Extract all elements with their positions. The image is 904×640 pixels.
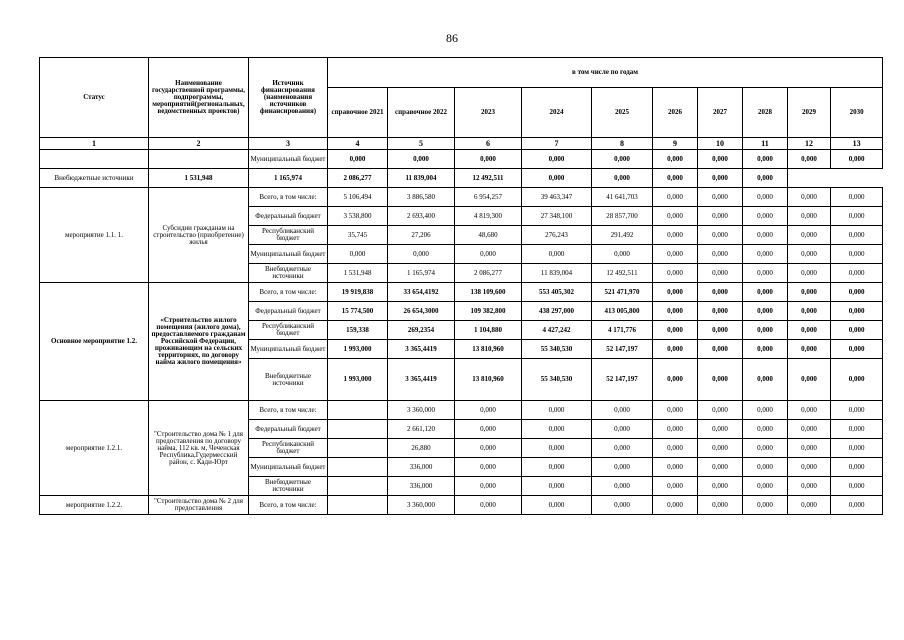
cell-value: 0,000 <box>455 420 522 439</box>
row-source: Всего, в том числе: <box>249 496 328 515</box>
row-source: Республиканский бюджет <box>249 321 328 340</box>
cell-value: 0,000 <box>592 477 653 496</box>
cell-value: 0,000 <box>698 420 743 439</box>
column-number: 5 <box>388 138 455 150</box>
cell-value: 0,000 <box>592 496 653 515</box>
cell-value: 0,000 <box>743 150 788 169</box>
header-years-group: в том числе по годам <box>328 58 883 88</box>
cell-value: 0,000 <box>698 169 743 188</box>
cell-value: 0,000 <box>831 264 883 283</box>
table-row <box>40 283 883 302</box>
cell-value: 0,000 <box>653 245 698 264</box>
cell-value: 52 147,197 <box>592 340 653 359</box>
cell-value: 15 774,500 <box>328 302 388 321</box>
cell-value: 1 104,880 <box>455 321 522 340</box>
cell-value: 0,000 <box>388 245 455 264</box>
cell-value: 0,000 <box>592 401 653 420</box>
row-source: Всего, в том числе: <box>249 283 328 302</box>
row-status: Основное мероприятие 1.2. <box>40 283 149 401</box>
cell-value: 0,000 <box>653 283 698 302</box>
cell-value: 0,000 <box>592 245 653 264</box>
row-status: мероприятие 1.1. 1. <box>40 188 149 283</box>
cell-value: 0,000 <box>743 477 788 496</box>
cell-value: 0,000 <box>743 302 788 321</box>
table-row <box>40 169 883 188</box>
cell-value: 0,000 <box>743 226 788 245</box>
cell-value: 27 348,100 <box>522 207 592 226</box>
cell-value: 0,000 <box>743 321 788 340</box>
cell-value: 0,000 <box>788 439 831 458</box>
row-source: Внебюджетные источники <box>249 359 328 401</box>
cell-value: 41 641,703 <box>592 188 653 207</box>
header-year: справочное 2022 <box>388 88 455 138</box>
cell-value: 0,000 <box>653 496 698 515</box>
cell-value: 0,000 <box>788 207 831 226</box>
cell-value: 413 005,800 <box>592 302 653 321</box>
cell-value: 3 360,000 <box>388 496 455 515</box>
cell-value: 0,000 <box>788 321 831 340</box>
cell-value: 0,000 <box>788 245 831 264</box>
row-source: Внебюджетные источники <box>249 264 328 283</box>
cell-value: 1 165,974 <box>249 169 328 188</box>
cell-value: 0,000 <box>743 169 788 188</box>
row-source: Республиканский бюджет <box>249 439 328 458</box>
cell-value: 0,000 <box>788 477 831 496</box>
cell-value: 0,000 <box>788 226 831 245</box>
cell-value: 0,000 <box>653 458 698 477</box>
cell-value: 138 109,600 <box>455 283 522 302</box>
row-source: Муниципальный бюджет <box>249 245 328 264</box>
cell-value: 33 654,4192 <box>388 283 455 302</box>
cell-value: 0,000 <box>455 150 522 169</box>
cell-value: 336,000 <box>388 458 455 477</box>
cell-value: 0,000 <box>653 420 698 439</box>
header-year: 2028 <box>743 88 788 138</box>
cell-value: 12 492,511 <box>592 264 653 283</box>
cell-value: 0,000 <box>653 150 698 169</box>
row-source: Муниципальный бюджет <box>249 458 328 477</box>
cell-value: 0,000 <box>592 150 653 169</box>
row-source: Федеральный бюджет <box>249 302 328 321</box>
cell-value <box>328 439 388 458</box>
cell-value: 0,000 <box>653 264 698 283</box>
cell-value: 109 382,800 <box>455 302 522 321</box>
cell-value: 0,000 <box>698 359 743 401</box>
cell-value <box>328 458 388 477</box>
table-row <box>40 188 883 207</box>
cell-value: 0,000 <box>743 359 788 401</box>
cell-value: 0,000 <box>592 420 653 439</box>
cell-value: 0,000 <box>831 496 883 515</box>
cell-value: 0,000 <box>653 401 698 420</box>
cell-value: 0,000 <box>743 458 788 477</box>
cell-value: 55 340,530 <box>522 340 592 359</box>
cell-value: 1 993,000 <box>328 359 388 401</box>
cell-value: 13 810,960 <box>455 340 522 359</box>
cell-value: 0,000 <box>831 283 883 302</box>
cell-value: 0,000 <box>455 245 522 264</box>
cell-value: 0,000 <box>653 340 698 359</box>
cell-value: 0,000 <box>698 496 743 515</box>
cell-value: 0,000 <box>455 496 522 515</box>
cell-value: 0,000 <box>831 226 883 245</box>
table-row <box>40 150 883 169</box>
cell-value: 0,000 <box>698 458 743 477</box>
cell-value: 0,000 <box>698 226 743 245</box>
column-number: 7 <box>522 138 592 150</box>
header-year: 2023 <box>455 88 522 138</box>
cell-value: 1 531,948 <box>328 264 388 283</box>
budget-table <box>39 57 883 515</box>
row-source: Всего, в том числе: <box>249 188 328 207</box>
cell-value: 291,492 <box>592 226 653 245</box>
cell-value: 2 661,120 <box>388 420 455 439</box>
cell-value: 521 471,970 <box>592 283 653 302</box>
cell-value: 336,000 <box>388 477 455 496</box>
cell-value: 0,000 <box>831 150 883 169</box>
cell-value: 0,000 <box>522 458 592 477</box>
cell-value: 0,000 <box>653 359 698 401</box>
cell-value: 0,000 <box>831 321 883 340</box>
row-source: Муниципальный бюджет <box>249 150 328 169</box>
cell-value: 1 993,000 <box>328 340 388 359</box>
cell-value: 0,000 <box>522 477 592 496</box>
cell-value: 0,000 <box>788 340 831 359</box>
cell-value: 0,000 <box>743 340 788 359</box>
cell-value: 0,000 <box>743 188 788 207</box>
row-source: Внебюджетные источники <box>249 477 328 496</box>
cell-value: 52 147,197 <box>592 359 653 401</box>
header-year: 2030 <box>831 88 883 138</box>
header-source: Источник финансирования (наименования источников финансирования) <box>249 58 328 138</box>
column-number: 10 <box>698 138 743 150</box>
row-name: "Строительство дома № 1 для предоставления по договору найма, 112 кв. м, Чеченская Республика,Гудермесский район, с. Кади-Юрт <box>149 401 249 496</box>
cell-value: 0,000 <box>455 401 522 420</box>
cell-value: 48,680 <box>455 226 522 245</box>
cell-value: 0,000 <box>743 245 788 264</box>
cell-value: 4 427,242 <box>522 321 592 340</box>
cell-value: 0,000 <box>592 439 653 458</box>
cell-value: 6 954,257 <box>455 188 522 207</box>
header-name: Наименование государственной программы, подпрограммы, мероприятий(региональных, ведомственных проектов) <box>149 58 249 138</box>
column-number: 12 <box>788 138 831 150</box>
row-source: Федеральный бюджет <box>249 207 328 226</box>
cell-value: 4 819,300 <box>455 207 522 226</box>
cell-value: 0,000 <box>522 150 592 169</box>
column-number: 3 <box>249 138 328 150</box>
column-number: 11 <box>743 138 788 150</box>
cell-value: 0,000 <box>522 169 592 188</box>
cell-value: 3 538,800 <box>328 207 388 226</box>
cell-value: 438 297,000 <box>522 302 592 321</box>
row-source: Внебюджетные источники <box>40 169 149 188</box>
cell-value: 0,000 <box>831 420 883 439</box>
column-number: 8 <box>592 138 653 150</box>
row-name: «Строительство жилого помещения (жилого дома), предоставляемого гражданам Российской Федерации, проживающим на сельских территориях, по договору найма жилого помещения» <box>149 283 249 401</box>
cell-value: 5 106,494 <box>328 188 388 207</box>
cell-value: 0,000 <box>698 264 743 283</box>
cell-value: 11 839,004 <box>388 169 455 188</box>
table-row <box>40 401 883 420</box>
column-number: 13 <box>831 138 883 150</box>
cell-value: 269,2354 <box>388 321 455 340</box>
cell-value: 0,000 <box>698 302 743 321</box>
cell-value: 0,000 <box>522 401 592 420</box>
page-number: 86 <box>446 31 458 45</box>
cell-value: 55 340,530 <box>522 359 592 401</box>
cell-value: 0,000 <box>831 340 883 359</box>
cell-value: 0,000 <box>743 283 788 302</box>
cell-value: 276,243 <box>522 226 592 245</box>
column-number: 9 <box>653 138 698 150</box>
cell-value: 0,000 <box>698 207 743 226</box>
cell-value: 0,000 <box>788 150 831 169</box>
cell-value: 0,000 <box>831 401 883 420</box>
cell-value: 13 810,960 <box>455 359 522 401</box>
cell-value: 0,000 <box>831 245 883 264</box>
cell-value: 26,880 <box>388 439 455 458</box>
cell-value: 3 365,4419 <box>388 340 455 359</box>
cell-value: 0,000 <box>788 496 831 515</box>
cell-value: 0,000 <box>698 150 743 169</box>
table-row <box>40 496 883 515</box>
row-name <box>149 150 249 169</box>
cell-value: 0,000 <box>788 283 831 302</box>
cell-value: 0,000 <box>698 245 743 264</box>
cell-value <box>328 477 388 496</box>
header-year: 2026 <box>653 88 698 138</box>
cell-value: 553 405,302 <box>522 283 592 302</box>
cell-value: 0,000 <box>522 439 592 458</box>
cell-value: 0,000 <box>698 321 743 340</box>
cell-value: 3 365,4419 <box>388 359 455 401</box>
cell-value: 0,000 <box>653 188 698 207</box>
cell-value: 0,000 <box>653 169 698 188</box>
cell-value: 35,745 <box>328 226 388 245</box>
row-source: Всего, в том числе: <box>249 401 328 420</box>
cell-value: 39 463,347 <box>522 188 592 207</box>
row-name: "Строительство дома № 2 для предоставления <box>149 496 249 515</box>
cell-value: 28 857,700 <box>592 207 653 226</box>
cell-value: 0,000 <box>698 439 743 458</box>
cell-value: 0,000 <box>788 401 831 420</box>
header-year: 2027 <box>698 88 743 138</box>
cell-value: 0,000 <box>592 169 653 188</box>
cell-value: 26 654,3000 <box>388 302 455 321</box>
cell-value: 0,000 <box>653 207 698 226</box>
cell-value: 3 360,000 <box>388 401 455 420</box>
cell-value: 0,000 <box>788 359 831 401</box>
cell-value: 0,000 <box>831 302 883 321</box>
cell-value: 0,000 <box>328 150 388 169</box>
cell-value: 0,000 <box>831 439 883 458</box>
cell-value: 0,000 <box>653 302 698 321</box>
cell-value: 1 531,948 <box>149 169 249 188</box>
cell-value: 0,000 <box>388 150 455 169</box>
header-year: 2025 <box>592 88 653 138</box>
cell-value: 0,000 <box>698 283 743 302</box>
cell-value: 0,000 <box>831 359 883 401</box>
cell-value: 27,206 <box>388 226 455 245</box>
cell-value: 11 839,004 <box>522 264 592 283</box>
cell-value: 0,000 <box>653 226 698 245</box>
column-number: 6 <box>455 138 522 150</box>
row-source: Республиканский бюджет <box>249 226 328 245</box>
cell-value: 19 919,838 <box>328 283 388 302</box>
cell-value: 0,000 <box>788 264 831 283</box>
cell-value: 0,000 <box>831 477 883 496</box>
cell-value: 0,000 <box>522 420 592 439</box>
cell-value: 0,000 <box>743 264 788 283</box>
cell-value: 0,000 <box>698 477 743 496</box>
header-year: 2024 <box>522 88 592 138</box>
row-status: мероприятие 1.2.1. <box>40 401 149 496</box>
cell-value: 0,000 <box>653 477 698 496</box>
row-status <box>40 150 149 169</box>
cell-value: 2 086,277 <box>328 169 388 188</box>
cell-value <box>328 401 388 420</box>
row-status: мероприятие 1.2.2. <box>40 496 149 515</box>
cell-value: 4 171,776 <box>592 321 653 340</box>
cell-value: 0,000 <box>831 458 883 477</box>
column-number: 2 <box>149 138 249 150</box>
cell-value: 0,000 <box>653 321 698 340</box>
row-source: Федеральный бюджет <box>249 420 328 439</box>
cell-value: 0,000 <box>788 458 831 477</box>
cell-value: 2 086,277 <box>455 264 522 283</box>
header-year: 2029 <box>788 88 831 138</box>
header-year: справочное 2021 <box>328 88 388 138</box>
cell-value: 0,000 <box>788 188 831 207</box>
cell-value: 2 693,400 <box>388 207 455 226</box>
cell-value: 0,000 <box>743 401 788 420</box>
cell-value: 0,000 <box>455 439 522 458</box>
cell-value: 0,000 <box>522 496 592 515</box>
row-name: Субсидии гражданам на строительство (приобретение) жилья <box>149 188 249 283</box>
cell-value: 0,000 <box>698 340 743 359</box>
cell-value: 0,000 <box>743 439 788 458</box>
cell-value: 0,000 <box>743 207 788 226</box>
cell-value: 0,000 <box>788 420 831 439</box>
cell-value: 0,000 <box>743 420 788 439</box>
cell-value: 0,000 <box>698 401 743 420</box>
cell-value: 0,000 <box>788 302 831 321</box>
cell-value: 1 165,974 <box>388 264 455 283</box>
cell-value: 3 886,580 <box>388 188 455 207</box>
header-status: Статус <box>40 58 149 138</box>
cell-value: 0,000 <box>653 439 698 458</box>
cell-value: 0,000 <box>743 496 788 515</box>
cell-value: 0,000 <box>831 207 883 226</box>
cell-value: 0,000 <box>698 188 743 207</box>
column-number: 4 <box>328 138 388 150</box>
cell-value: 0,000 <box>522 245 592 264</box>
cell-value: 0,000 <box>455 458 522 477</box>
column-number: 1 <box>40 138 149 150</box>
cell-value: 0,000 <box>455 477 522 496</box>
cell-value: 0,000 <box>592 458 653 477</box>
row-source: Муниципальный бюджет <box>249 340 328 359</box>
cell-value: 159,338 <box>328 321 388 340</box>
cell-value: 0,000 <box>831 188 883 207</box>
cell-value <box>328 420 388 439</box>
cell-value: 12 492,511 <box>455 169 522 188</box>
cell-value <box>328 496 388 515</box>
cell-value: 0,000 <box>328 245 388 264</box>
